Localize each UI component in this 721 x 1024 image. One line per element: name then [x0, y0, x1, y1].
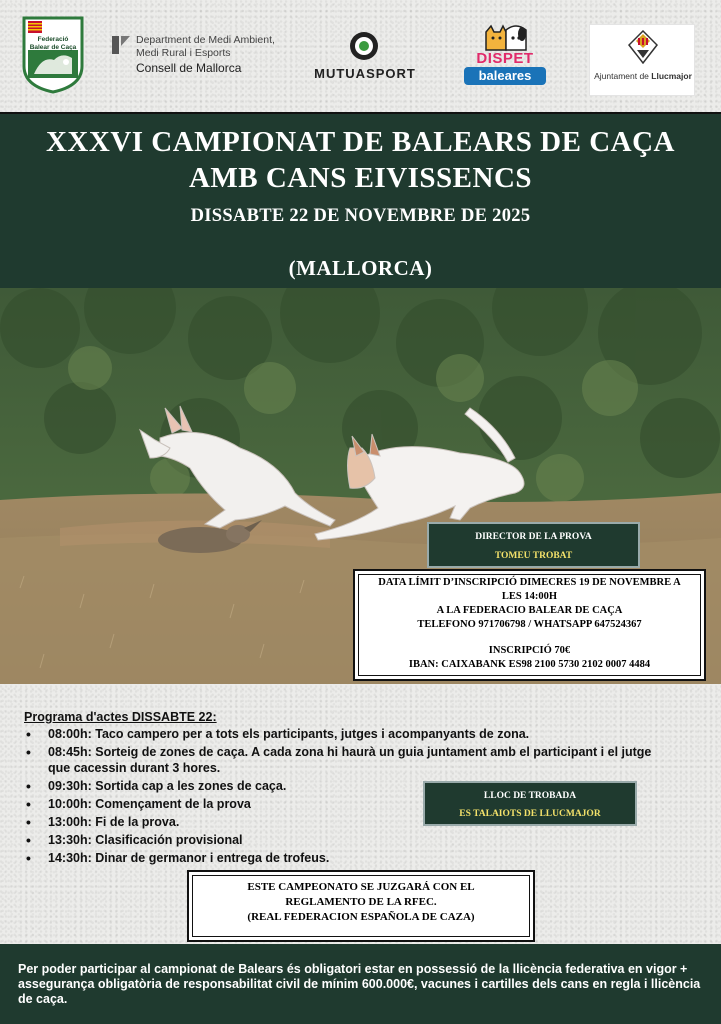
rules-line1: ESTE CAMPEONATO SE JUZGARÁ CON EL [247, 881, 475, 893]
requirements-footer [0, 944, 721, 1024]
federacio-logo-line2: Balear de Caça [29, 44, 77, 51]
meeting-point-box [423, 781, 637, 826]
federacio-logo-line1: Federació [37, 36, 69, 43]
llucmajor-shield-icon [628, 30, 658, 64]
registration-iban: IBAN: CAIXABANK ES98 2100 5730 2102 0007 4484 [408, 659, 651, 670]
mutuasport-ring-icon [348, 30, 380, 62]
consell-mark-icon [110, 34, 132, 56]
director-name: TOMEU TROBAT [494, 551, 573, 561]
mutuasport-name: MUTUASPORT [314, 66, 416, 81]
department-line2: Medi Rural i Esports [136, 47, 231, 59]
program-item: • 09:30h: Sortida cap a les zones de caça. [26, 778, 686, 794]
registration-place: A LA FEDERACIO BALEAR DE CAÇA [436, 605, 623, 616]
program-item: • 08:45h: Sorteig de zones de caça. A cada zona hi haurà un guia juntament amb el participant i el jutge que cacessin durant 3 hores. [26, 744, 676, 776]
rules-box [187, 870, 535, 942]
dispet-word: DISPET [476, 50, 534, 67]
registration-fee: INSCRIPCIÓ 70€ [488, 645, 571, 656]
program-title: Programa d'actes DISSABTE 22: [24, 710, 217, 724]
registration-deadline-line2: LES 14:00H [501, 591, 558, 602]
program-item: • 13:00h: Fi de la prova. [26, 814, 686, 830]
director-label: DIRECTOR DE LA PROVA [475, 532, 592, 542]
director-box [427, 522, 640, 568]
rules-line2: REGLAMENTO DE LA RFEC. [285, 896, 437, 908]
program-item: • 14:30h: Dinar de germanor i entrega de trofeus. [26, 850, 686, 866]
program-item: • 10:00h: Començament de la prova [26, 796, 686, 812]
title-line1: XXXVI CAMPIONAT DE BALEARS DE CAÇA [45, 126, 675, 158]
title-line2: AMB CANS EIVISSENCS [188, 162, 533, 194]
program-item: • 08:00h: Taco campero per a tots els participants, jutges i acompanyants de zona. [26, 726, 686, 742]
ajuntament-town: Llucmajor [651, 71, 692, 81]
federacio-balear-logo [22, 16, 84, 94]
department-line1: Department de Medi Ambient, [136, 34, 275, 46]
requirements-text: Per poder participar al campionat de Balears és obligatori estar en possessió de la llicència federativa en vigor + assegurança obligatòria de responsabilitat civil de mínim 600.000€, vacunes i cartilles dels cans en regla i llicència de caça. [18, 962, 701, 1006]
registration-deadline-line1: DATA LÍMIT D’INSCRIPCIÓ DIMECRES 19 DE NOVEMBRE A [378, 577, 681, 588]
meeting-label: LLOC DE TROBADA [483, 791, 577, 801]
rules-line3: (REAL FEDERACION ESPAÑOLA DE CAZA) [247, 911, 475, 923]
title-banner [0, 112, 721, 288]
dispet-baleares-logo [458, 22, 552, 88]
department-line3: Consell de Mallorca [136, 61, 242, 75]
event-region: (MALLORCA) [288, 256, 433, 280]
department-medi-ambient-logo [110, 34, 310, 84]
ajuntament-prefix: Ajuntament de [594, 71, 652, 81]
ajuntament-llucmajor-logo [589, 24, 695, 96]
baleares-word: baleares [464, 67, 546, 85]
registration-contact: TELEFONO 971706798 / WHATSAPP 647524367 [417, 619, 642, 630]
event-date: DISSABTE 22 DE NOVEMBRE DE 2025 [190, 206, 531, 226]
ajuntament-name [590, 71, 696, 81]
registration-info-box [353, 569, 706, 681]
sponsor-logo-strip [0, 0, 721, 112]
program-item: • 13:30h: Clasificación provisional [26, 832, 686, 848]
cat-and-dog-icon [482, 22, 528, 52]
shield-icon [22, 16, 84, 94]
meeting-place: ES TALAIOTS DE LLUCMAJOR [459, 809, 601, 819]
championship-title [0, 124, 721, 196]
mutuasport-logo [300, 30, 430, 86]
